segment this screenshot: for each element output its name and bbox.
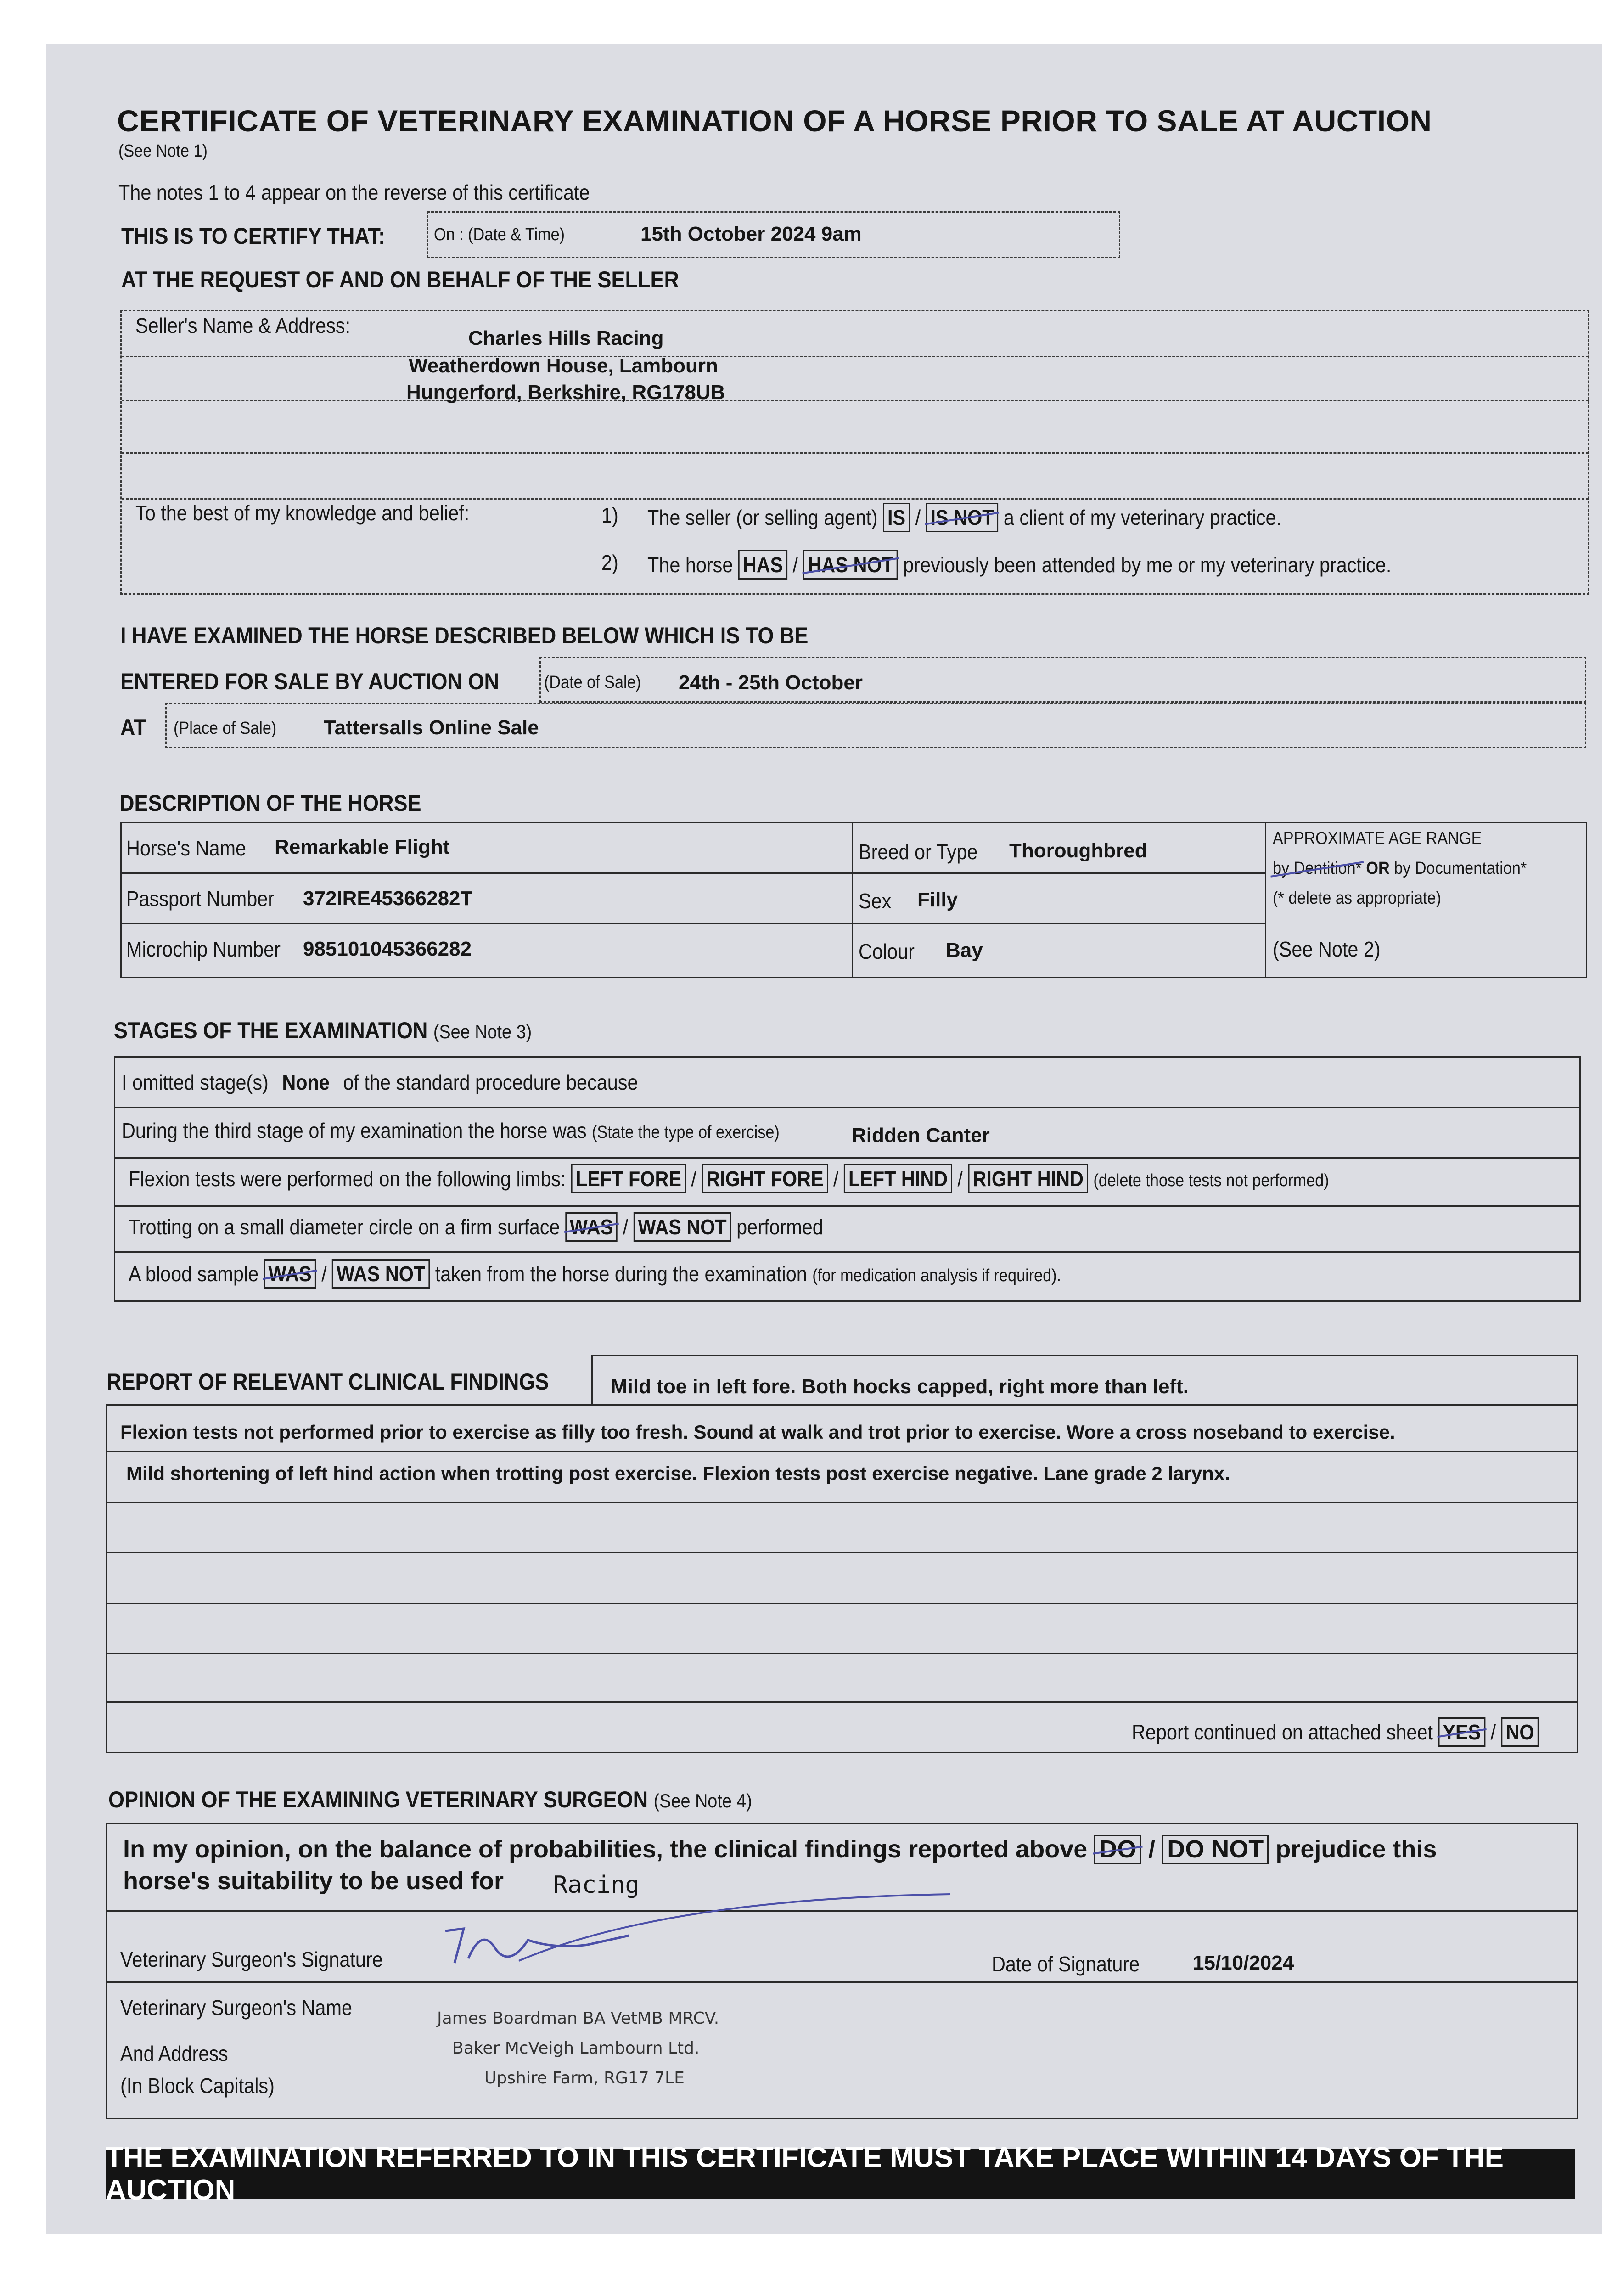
item2-number: 2) — [601, 551, 618, 574]
document-title: CERTIFICATE OF VETERINARY EXAMINATION OF A HORSE PRIOR TO SALE AT AUCTION — [117, 104, 1432, 138]
colour-value: Bay — [946, 939, 983, 962]
report-line-3: Mild shortening of left hind action when trotting post exercise. Flexion tests post exercise negative. Lane grade 2 larynx. — [126, 1463, 1230, 1484]
age-see-note: (See Note 2) — [1273, 937, 1381, 961]
surgeon-address-label: And Address — [120, 2042, 228, 2065]
seller-address-2: Hungerford, Berkshire, RG178UB — [406, 381, 725, 404]
place-of-sale-label: (Place of Sale) — [174, 719, 277, 738]
sex-label: Sex — [859, 889, 892, 913]
is-not-option[interactable]: IS NOT — [926, 503, 999, 532]
certify-label: THIS IS TO CERTIFY THAT: — [121, 223, 386, 249]
third-stage-row: During the third stage of my examination the horse was (State the type of exercise) — [122, 1119, 780, 1142]
block-capitals-label: (In Block Capitals) — [120, 2074, 275, 2098]
left-fore-option[interactable]: LEFT FORE — [571, 1164, 686, 1193]
report-lines-box — [106, 1404, 1578, 1753]
report-heading: REPORT OF RELEVANT CLINICAL FINDINGS — [107, 1369, 549, 1395]
examined-line: I HAVE EXAMINED THE HORSE DESCRIBED BELOW WHICH IS TO BE — [120, 623, 809, 648]
has-option[interactable]: HAS — [738, 550, 787, 580]
omitted-row: I omitted stage(s) None of the standard procedure because — [122, 1070, 638, 1094]
signature-label: Veterinary Surgeon's Signature — [120, 1947, 383, 1971]
omitted-value: None — [282, 1070, 330, 1094]
notes-line: The notes 1 to 4 appear on the reverse of this certificate — [118, 180, 590, 204]
description-heading: DESCRIPTION OF THE HORSE — [119, 790, 421, 816]
breed-value: Thoroughbred — [1009, 839, 1147, 862]
passport-label: Passport Number — [126, 887, 275, 911]
deadline-banner: THE EXAMINATION REFERRED TO IN THIS CERTIFICATE MUST TAKE PLACE WITHIN 14 DAYS OF THE AUCTION — [106, 2149, 1575, 2199]
opinion-statement: In my opinion, on the balance of probabilities, the clinical findings reported above DO / DO NOT prejudice this — [123, 1835, 1437, 1863]
horse-name-label: Horse's Name — [126, 836, 246, 860]
continued-no-option[interactable]: NO — [1501, 1717, 1539, 1747]
surgeon-name-label: Veterinary Surgeon's Name — [120, 1996, 352, 2020]
seller-label: Seller's Name & Address: — [135, 314, 351, 338]
by-dentition-option[interactable]: by Dentition* — [1273, 859, 1362, 878]
colour-label: Colour — [859, 940, 915, 963]
is-option[interactable]: IS — [883, 503, 910, 532]
microchip-value: 985101045366282 — [303, 938, 472, 960]
report-continued-row: Report continued on attached sheet YES / NO — [1132, 1717, 1539, 1747]
knowledge-label: To the best of my knowledge and belief: — [135, 501, 470, 525]
signature-mark — [436, 1880, 964, 1981]
trotting-row: Trotting on a small diameter circle on a firm surface WAS / WAS NOT performed — [129, 1212, 823, 1242]
seller-name: Charles Hills Racing — [468, 327, 664, 349]
date-of-sale-value: 24th - 25th October — [679, 671, 863, 694]
right-fore-option[interactable]: RIGHT FORE — [702, 1164, 828, 1193]
see-note-1: (See Note 1) — [118, 141, 208, 161]
has-not-option[interactable]: HAS NOT — [803, 550, 898, 580]
stamp-line-1: James Boardman BA VetMB MRCV. — [437, 2009, 719, 2028]
right-hind-option[interactable]: RIGHT HIND — [968, 1164, 1088, 1193]
stages-heading: STAGES OF THE EXAMINATION (See Note 3) — [114, 1018, 532, 1043]
microchip-label: Microchip Number — [126, 937, 281, 961]
date-of-signature-value: 15/10/2024 — [1193, 1952, 1294, 1974]
trot-was-not-option[interactable]: WAS NOT — [634, 1212, 731, 1242]
by-documentation-option[interactable]: by Documentation* — [1394, 859, 1527, 878]
age-options: by Dentition* OR by Documentation* — [1273, 859, 1527, 878]
trot-was-option[interactable]: WAS — [565, 1212, 618, 1242]
place-of-sale-value: Tattersalls Online Sale — [324, 716, 539, 739]
sex-value: Filly — [917, 889, 958, 911]
item2-statement: The horse HAS / HAS NOT previously been attended by me or my veterinary practice. — [647, 550, 1391, 580]
report-line-2: Flexion tests not performed prior to exercise as filly too fresh. Sound at walk and trot prior to exercise. Wore a cross noseband to exercise. — [120, 1421, 1395, 1443]
do-option[interactable]: DO — [1094, 1835, 1141, 1864]
blood-row: A blood sample WAS / WAS NOT taken from the horse during the examination (for medication analysis if required). — [129, 1259, 1061, 1289]
age-delete-note: (* delete as appropriate) — [1273, 889, 1441, 908]
blood-was-option[interactable]: WAS — [264, 1259, 316, 1289]
date-of-sale-label: (Date of Sale) — [544, 673, 641, 692]
continued-yes-option[interactable]: YES — [1438, 1717, 1485, 1747]
date-time-value: 15th October 2024 9am — [640, 223, 862, 245]
horse-name-value: Remarkable Flight — [275, 836, 450, 858]
at-label: AT — [120, 715, 146, 740]
blood-was-not-option[interactable]: WAS NOT — [332, 1259, 430, 1289]
flexion-row: Flexion tests were performed on the following limbs: LEFT FORE / RIGHT FORE / LEFT HIND / RIGHT HIND (delete those tests not performed) — [129, 1164, 1329, 1193]
report-line-1: Mild toe in left fore. Both hocks capped, right more than left. — [611, 1375, 1189, 1398]
date-time-label: On : (Date & Time) — [434, 225, 565, 244]
left-hind-option[interactable]: LEFT HIND — [844, 1164, 952, 1193]
stamp-line-3: Upshire Farm, RG17 7LE — [484, 2069, 685, 2088]
breed-label: Breed or Type — [859, 840, 978, 864]
stamp-line-2: Baker McVeigh Lambourn Ltd. — [452, 2039, 700, 2058]
seller-address-1: Weatherdown House, Lambourn — [409, 355, 718, 377]
item1-number: 1) — [601, 503, 618, 527]
do-not-option[interactable]: DO NOT — [1162, 1835, 1269, 1864]
passport-value: 372IRE45366282T — [303, 887, 473, 910]
use-value: Racing — [553, 1871, 640, 1899]
entered-line: ENTERED FOR SALE BY AUCTION ON — [120, 669, 500, 694]
item1-statement: The seller (or selling agent) IS / IS NOT a client of my veterinary practice. — [647, 503, 1281, 532]
opinion-suitability-line: horse's suitability to be used for — [123, 1867, 504, 1895]
age-heading: APPROXIMATE AGE RANGE — [1273, 829, 1482, 848]
request-line: AT THE REQUEST OF AND ON BEHALF OF THE SELLER — [121, 267, 679, 293]
opinion-heading: OPINION OF THE EXAMINING VETERINARY SURGEON (See Note 4) — [108, 1787, 752, 1812]
date-of-signature-label: Date of Signature — [992, 1952, 1140, 1976]
third-stage-value: Ridden Canter — [852, 1124, 990, 1147]
